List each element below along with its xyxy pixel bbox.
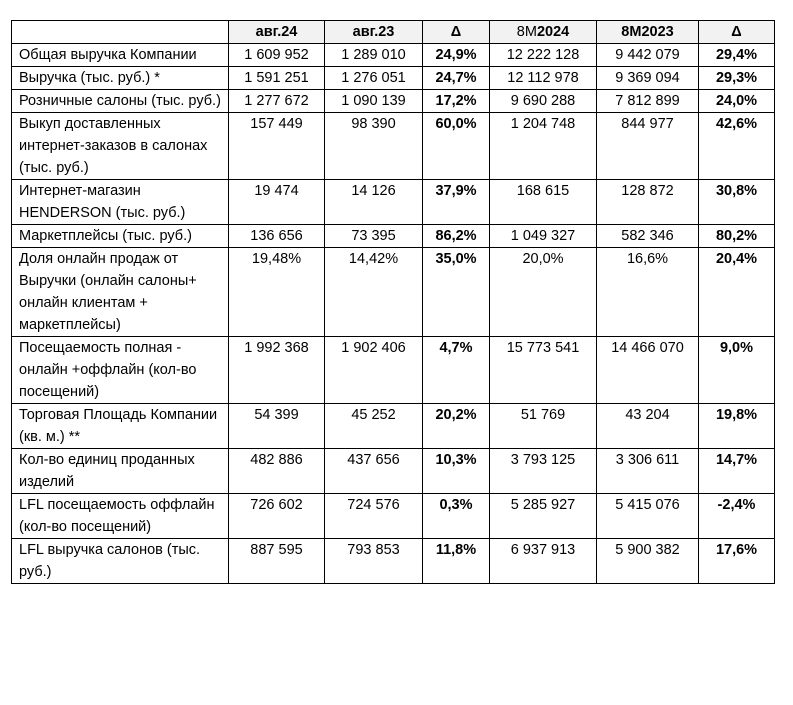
table-row — [12, 337, 775, 404]
value-8m-2024: 3 793 125 — [490, 449, 597, 494]
row-label: Интернет-магазин HENDERSON (тыс. руб.) — [12, 180, 229, 225]
delta-8m: 29,3% — [699, 67, 775, 90]
header-delta-month: Δ — [423, 21, 490, 44]
table-row — [12, 113, 775, 180]
value-aug24: 54 399 — [229, 404, 325, 449]
value-aug24: 19,48% — [229, 248, 325, 337]
delta-8m: 9,0% — [699, 337, 775, 404]
delta-8m: 29,4% — [699, 44, 775, 67]
delta-8m: 30,8% — [699, 180, 775, 225]
value-aug23: 73 395 — [325, 225, 423, 248]
delta-month: 4,7% — [423, 337, 490, 404]
delta-month: 24,9% — [423, 44, 490, 67]
value-8m-2024: 15 773 541 — [490, 337, 597, 404]
row-label: Выкуп доставленных интернет-заказов в салонах (тыс. руб.) — [12, 113, 229, 180]
row-label: LFL выручка салонов (тыс. руб.) — [12, 539, 229, 584]
value-8m-2023: 128 872 — [597, 180, 699, 225]
kpi-table — [11, 20, 775, 584]
value-8m-2024: 168 615 — [490, 180, 597, 225]
value-8m-2023: 16,6% — [597, 248, 699, 337]
delta-8m: 14,7% — [699, 449, 775, 494]
header-row — [12, 21, 775, 44]
header-8m-2023 — [597, 21, 699, 44]
table-row — [12, 404, 775, 449]
delta-8m: 20,4% — [699, 248, 775, 337]
table-row — [12, 225, 775, 248]
row-label: Выручка (тыс. руб.) * — [12, 67, 229, 90]
delta-month: 86,2% — [423, 225, 490, 248]
table-row — [12, 67, 775, 90]
value-aug24: 19 474 — [229, 180, 325, 225]
header-8m-2023-prefix: 8M — [621, 24, 642, 40]
header-8m-2023-year: 2023 — [641, 24, 674, 40]
header-aug24: авг.24 — [229, 21, 325, 44]
value-aug23: 14 126 — [325, 180, 423, 225]
value-aug24: 1 992 368 — [229, 337, 325, 404]
value-aug24: 726 602 — [229, 494, 325, 539]
row-label: Торговая Площадь Компании (кв. м.) ** — [12, 404, 229, 449]
table-row — [12, 90, 775, 113]
delta-month: 24,7% — [423, 67, 490, 90]
value-8m-2023: 43 204 — [597, 404, 699, 449]
table-row — [12, 180, 775, 225]
table-row — [12, 494, 775, 539]
value-8m-2024: 9 690 288 — [490, 90, 597, 113]
value-aug23: 14,42% — [325, 248, 423, 337]
table-row — [12, 539, 775, 584]
value-8m-2024: 51 769 — [490, 404, 597, 449]
value-8m-2023: 5 415 076 — [597, 494, 699, 539]
value-8m-2024: 5 285 927 — [490, 494, 597, 539]
delta-month: 37,9% — [423, 180, 490, 225]
value-aug23: 1 289 010 — [325, 44, 423, 67]
delta-8m: 17,6% — [699, 539, 775, 584]
value-8m-2023: 7 812 899 — [597, 90, 699, 113]
row-label: LFL посещаемость оффлайн (кол-во посещений) — [12, 494, 229, 539]
header-8m-2024-year: 2024 — [536, 24, 570, 40]
delta-8m: -2,4% — [699, 494, 775, 539]
table-row — [12, 44, 775, 67]
value-aug23: 793 853 — [325, 539, 423, 584]
delta-8m: 80,2% — [699, 225, 775, 248]
value-aug23: 1 090 139 — [325, 90, 423, 113]
value-8m-2023: 3 306 611 — [597, 449, 699, 494]
value-aug23: 45 252 — [325, 404, 423, 449]
value-aug23: 98 390 — [325, 113, 423, 180]
value-aug24: 136 656 — [229, 225, 325, 248]
table-row — [12, 248, 775, 337]
header-blank-cell — [12, 21, 229, 44]
value-8m-2024: 1 204 748 — [490, 113, 597, 180]
delta-month: 17,2% — [423, 90, 490, 113]
value-aug24: 482 886 — [229, 449, 325, 494]
value-aug23: 724 576 — [325, 494, 423, 539]
header-8m-2024 — [490, 21, 597, 44]
header-aug23: авг.23 — [325, 21, 423, 44]
value-8m-2024: 12 112 978 — [490, 67, 597, 90]
value-8m-2024: 20,0% — [490, 248, 597, 337]
delta-8m: 24,0% — [699, 90, 775, 113]
value-8m-2024: 12 222 128 — [490, 44, 597, 67]
value-8m-2023: 9 442 079 — [597, 44, 699, 67]
delta-month: 11,8% — [423, 539, 490, 584]
table-row — [12, 449, 775, 494]
row-label: Маркетплейсы (тыс. руб.) — [12, 225, 229, 248]
row-label: Посещаемость полная - онлайн +оффлайн (кол-во посещений) — [12, 337, 229, 404]
row-label: Общая выручка Компании — [12, 44, 229, 67]
value-8m-2023: 5 900 382 — [597, 539, 699, 584]
value-8m-2023: 14 466 070 — [597, 337, 699, 404]
value-8m-2024: 6 937 913 — [490, 539, 597, 584]
value-aug23: 1 276 051 — [325, 67, 423, 90]
value-8m-2023: 9 369 094 — [597, 67, 699, 90]
delta-8m: 42,6% — [699, 113, 775, 180]
value-8m-2023: 844 977 — [597, 113, 699, 180]
value-aug23: 437 656 — [325, 449, 423, 494]
value-aug24: 1 609 952 — [229, 44, 325, 67]
value-aug24: 887 595 — [229, 539, 325, 584]
value-aug24: 157 449 — [229, 113, 325, 180]
row-label: Кол-во единиц проданных изделий — [12, 449, 229, 494]
table-body — [12, 44, 775, 584]
delta-month: 60,0% — [423, 113, 490, 180]
table-header — [12, 21, 775, 44]
delta-8m: 19,8% — [699, 404, 775, 449]
value-8m-2024: 1 049 327 — [490, 225, 597, 248]
delta-month: 0,3% — [423, 494, 490, 539]
value-aug23: 1 902 406 — [325, 337, 423, 404]
document-wrapper — [11, 20, 775, 584]
value-8m-2023: 582 346 — [597, 225, 699, 248]
delta-month: 20,2% — [423, 404, 490, 449]
value-aug24: 1 277 672 — [229, 90, 325, 113]
delta-month: 10,3% — [423, 449, 490, 494]
row-label: Розничные салоны (тыс. руб.) — [12, 90, 229, 113]
header-8m-2024-prefix: 8M — [516, 24, 537, 40]
header-delta-8m: Δ — [699, 21, 775, 44]
delta-month: 35,0% — [423, 248, 490, 337]
row-label: Доля онлайн продаж от Выручки (онлайн салоны+ онлайн клиентам + маркетплейсы) — [12, 248, 229, 337]
value-aug24: 1 591 251 — [229, 67, 325, 90]
